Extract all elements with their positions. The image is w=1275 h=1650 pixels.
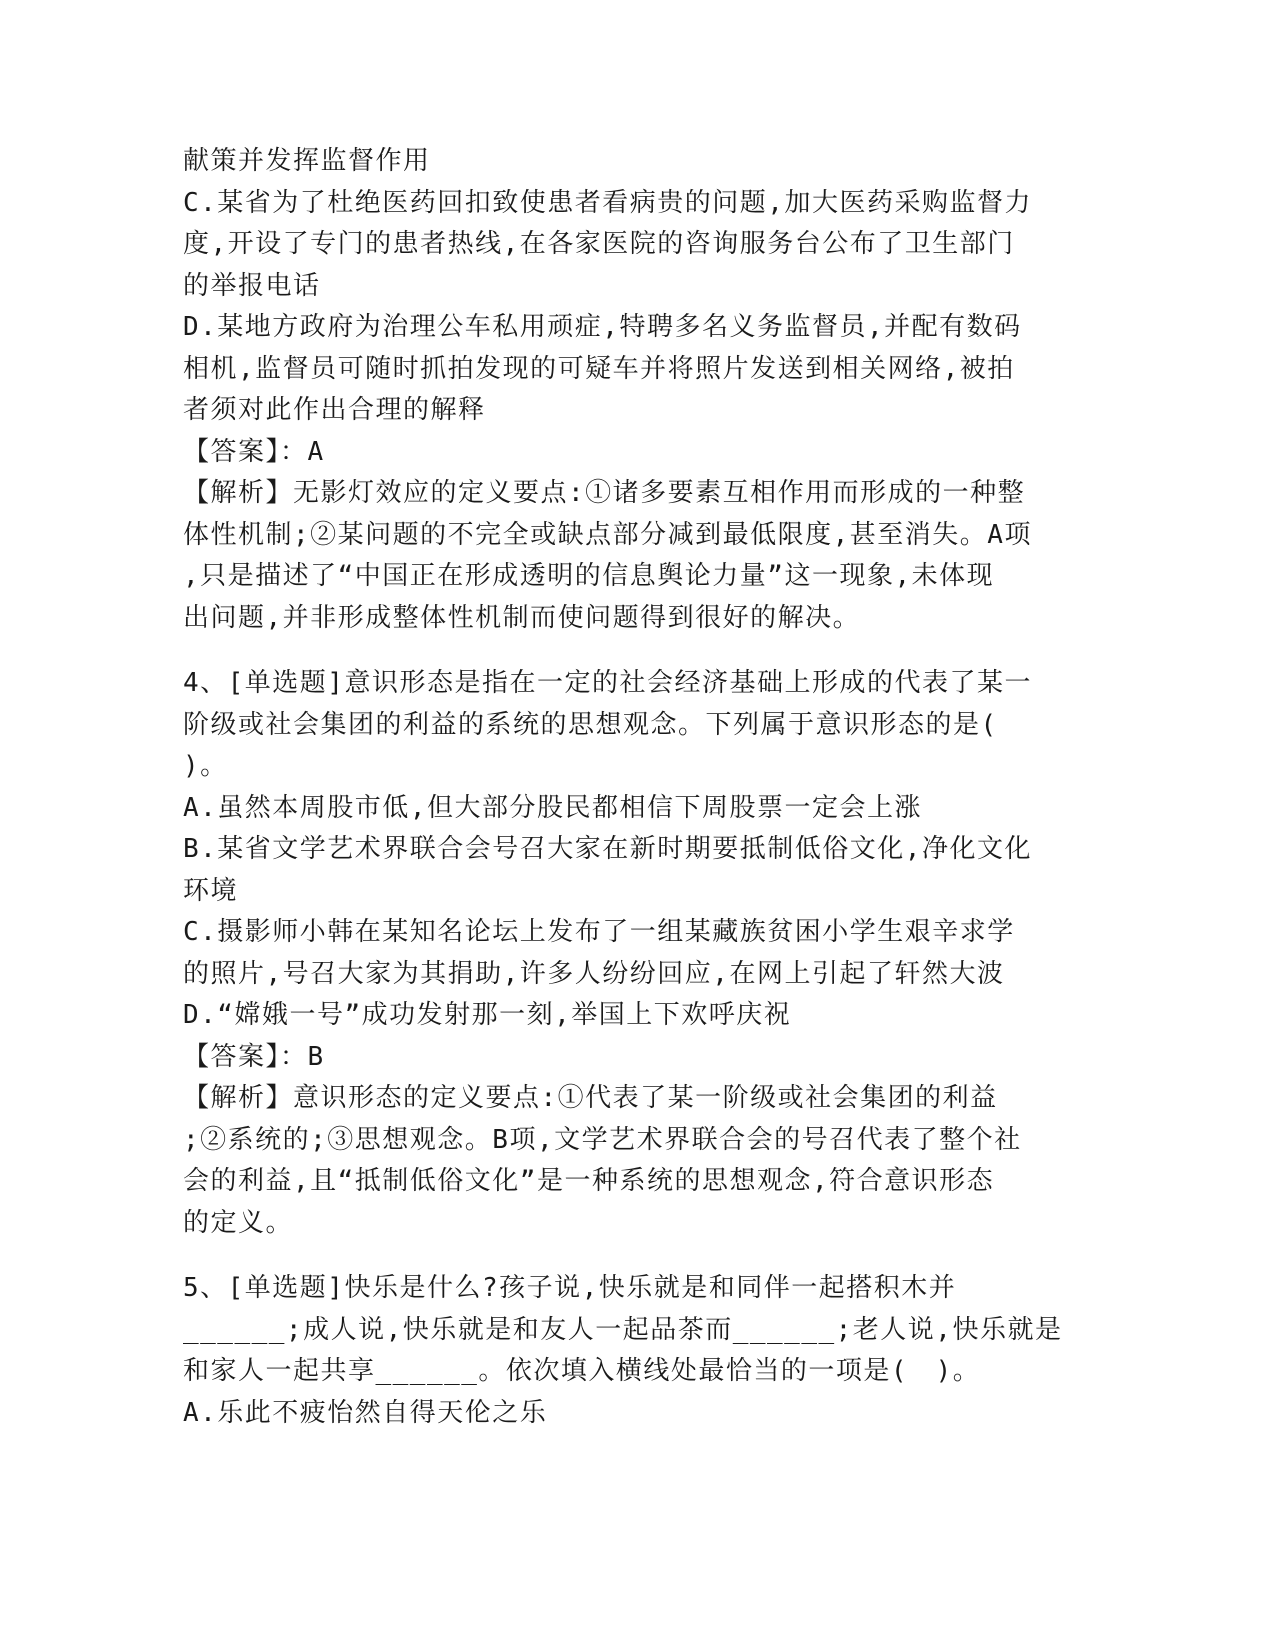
q4-option-b-line-2: 环境 xyxy=(183,875,239,906)
q4-stem-line-3: )。 xyxy=(183,751,228,781)
section-gap xyxy=(183,639,1073,663)
q5-option-a: A.乐此不疲怡然自得天伦之乐 xyxy=(183,1397,548,1428)
q3-analysis-line-3: ,只是描述了“中国正在形成透明的信息舆论力量”这一现象,未体现 xyxy=(183,561,995,591)
q3-option-d-line-1: D.某地方政府为治理公车私用顽症,特聘多名义务监督员,并配有数码 xyxy=(183,312,1022,342)
q4-option-b-line-1: B.某省文学艺术界联合会号召大家在新时期要抵制低俗文化,净化文化 xyxy=(183,834,1032,864)
q4-option-a: A.虽然本周股市低,但大部分股民都相信下周股票一定会上涨 xyxy=(183,792,922,823)
q4-option-c-line-1: C.摄影师小韩在某知名论坛上发布了一组某藏族贫困小学生艰辛求学 xyxy=(183,917,1015,947)
q5-stem-line-3: 和家人一起共享______。依次填入横线处最恰当的一项是( )。 xyxy=(183,1356,981,1386)
q4-analysis-line-1: 【解析】意识形态的定义要点:①代表了某一阶级或社会集团的利益 xyxy=(183,1083,998,1113)
q3-option-c-line-3: 的举报电话 xyxy=(183,270,321,301)
q4-analysis-line-4: 的定义。 xyxy=(183,1207,294,1238)
q4-analysis-line-2: ;②系统的;③思想观念。B项,文学艺术界联合会的号召代表了整个社 xyxy=(183,1124,1022,1155)
document-page xyxy=(183,141,1073,1434)
q5-stem-line-2: ______;成人说,快乐就是和友人一起品茶而______;老人说,快乐就是 xyxy=(183,1314,1063,1345)
q3-option-d-line-3: 者须对此作出合理的解释 xyxy=(183,395,486,425)
q4-option-d: D.“嫦娥一号”成功发射那一刻,举国上下欢呼庆祝 xyxy=(183,1000,792,1030)
q4-analysis-line-3: 会的利益,且“抵制低俗文化”是一种系统的思想观念,符合意识形态 xyxy=(183,1166,995,1196)
q4-stem-line-2: 阶级或社会集团的利益的系统的思想观念。下列属于意识形态的是( xyxy=(183,709,998,740)
q3-option-c-line-1: C.某省为了杜绝医药回扣致使患者看病贵的问题,加大医药采购监督力 xyxy=(183,187,1032,218)
q3-answer: 【答案】：A xyxy=(183,436,325,467)
q4-answer: 【答案】：B xyxy=(183,1041,325,1072)
q3-option-d-line-2: 相机,监督员可随时抓拍发现的可疑车并将照片发送到相关网络,被拍 xyxy=(183,353,1015,384)
q3-analysis-line-2: 体性机制;②某问题的不完全或缺点部分减到最低限度,甚至消失。A项 xyxy=(183,519,1032,550)
q3-option-b-end: 献策并发挥监督作用 xyxy=(183,146,431,176)
q4-option-c-line-2: 的照片,号召大家为其捐助,许多人纷纷回应,在网上引起了轩然大波 xyxy=(183,958,1005,989)
q3-option-c-line-2: 度,开设了专门的患者热线,在各家医院的咨询服务台公布了卫生部门 xyxy=(183,229,1015,259)
q4-stem-line-1: 4、[单选题]意识形态是指在一定的社会经济基础上形成的代表了某一 xyxy=(183,668,1032,698)
q3-analysis-line-1: 【解析】无影灯效应的定义要点:①诸多要素互相作用而形成的一种整 xyxy=(183,478,1026,508)
section-gap xyxy=(183,1244,1073,1268)
q3-analysis-line-4: 出问题,并非形成整体性机制而使问题得到很好的解决。 xyxy=(183,602,861,633)
q5-stem-line-1: 5、[单选题]快乐是什么?孩子说,快乐就是和同伴一起搭积木并 xyxy=(183,1273,957,1303)
